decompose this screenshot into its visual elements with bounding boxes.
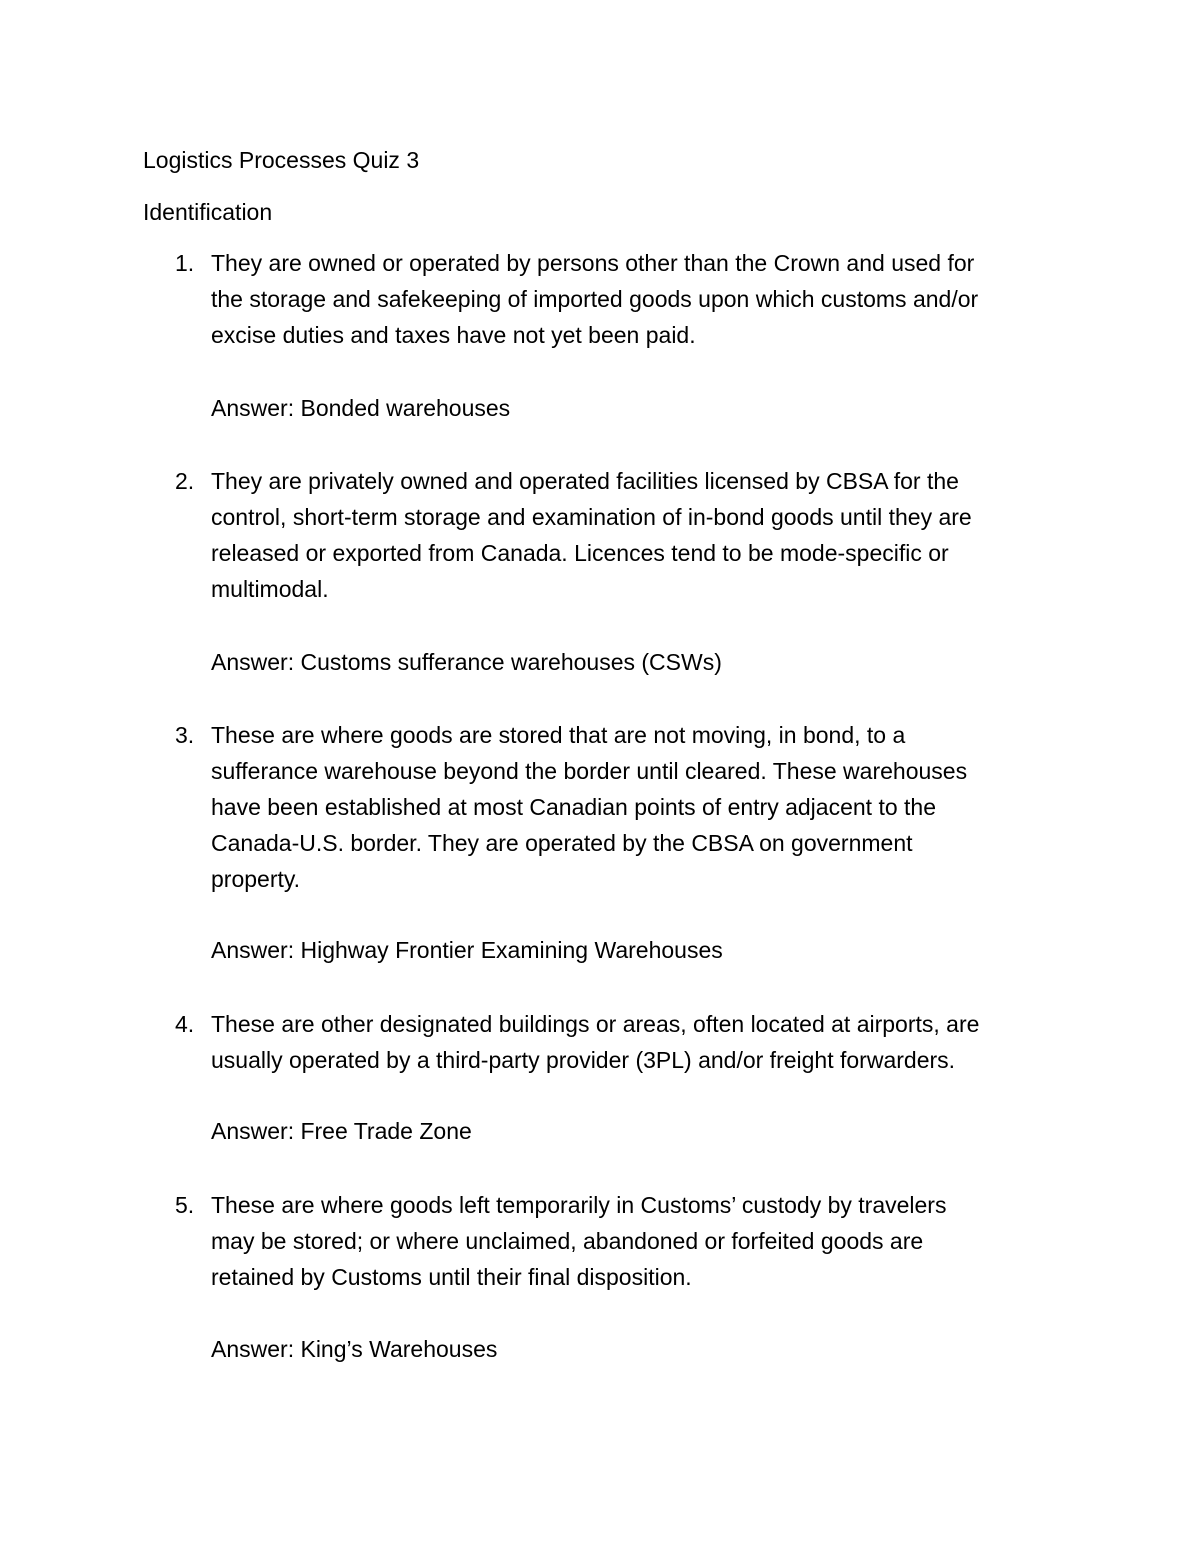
question-line: excise duties and taxes have not yet been paid. — [211, 322, 696, 348]
question-text — [211, 463, 1071, 607]
question-line: property. — [211, 866, 301, 892]
answer-text: Answer: King’s Warehouses — [211, 1336, 498, 1362]
item-number: 1. — [175, 250, 195, 276]
item-number: 3. — [175, 722, 195, 748]
question-line: may be stored; or where unclaimed, abandoned or forfeited goods are — [211, 1228, 924, 1254]
question-text — [211, 717, 1071, 897]
question-text — [211, 245, 1071, 353]
item-number: 4. — [175, 1011, 195, 1037]
question-line: control, short-term storage and examination of in-bond goods until they are — [211, 504, 972, 530]
question-line: usually operated by a third-party provider (3PL) and/or freight forwarders. — [211, 1047, 956, 1073]
question-line: have been established at most Canadian points of entry adjacent to the — [211, 794, 936, 820]
question-line: These are other designated buildings or areas, often located at airports, are — [211, 1011, 980, 1037]
document-title: Logistics Processes Quiz 3 — [143, 147, 420, 173]
question-line: These are where goods are stored that are not moving, in bond, to a — [211, 722, 906, 748]
question-line: They are privately owned and operated facilities licensed by CBSA for the — [211, 468, 959, 494]
question-line: Canada-U.S. border. They are operated by the CBSA on government — [211, 830, 913, 856]
item-number: 2. — [175, 468, 195, 494]
question-line: released or exported from Canada. Licences tend to be mode-specific or — [211, 540, 949, 566]
question-line: These are where goods left temporarily in Customs’ custody by travelers — [211, 1192, 947, 1218]
question-line: retained by Customs until their final disposition. — [211, 1264, 692, 1290]
question-text — [211, 1006, 1071, 1078]
question-line: sufferance warehouse beyond the border until cleared. These warehouses — [211, 758, 968, 784]
item-number: 5. — [175, 1192, 195, 1218]
section-heading: Identification — [143, 199, 273, 225]
answer-text: Answer: Highway Frontier Examining Warehouses — [211, 937, 723, 963]
question-text — [211, 1187, 1071, 1295]
answer-text: Answer: Free Trade Zone — [211, 1118, 472, 1144]
question-line: multimodal. — [211, 576, 329, 602]
answer-text: Answer: Bonded warehouses — [211, 395, 511, 421]
question-line: the storage and safekeeping of imported goods upon which customs and/or — [211, 286, 979, 312]
question-line: They are owned or operated by persons other than the Crown and used for — [211, 250, 975, 276]
answer-text: Answer: Customs sufferance warehouses (CSWs) — [211, 649, 722, 675]
